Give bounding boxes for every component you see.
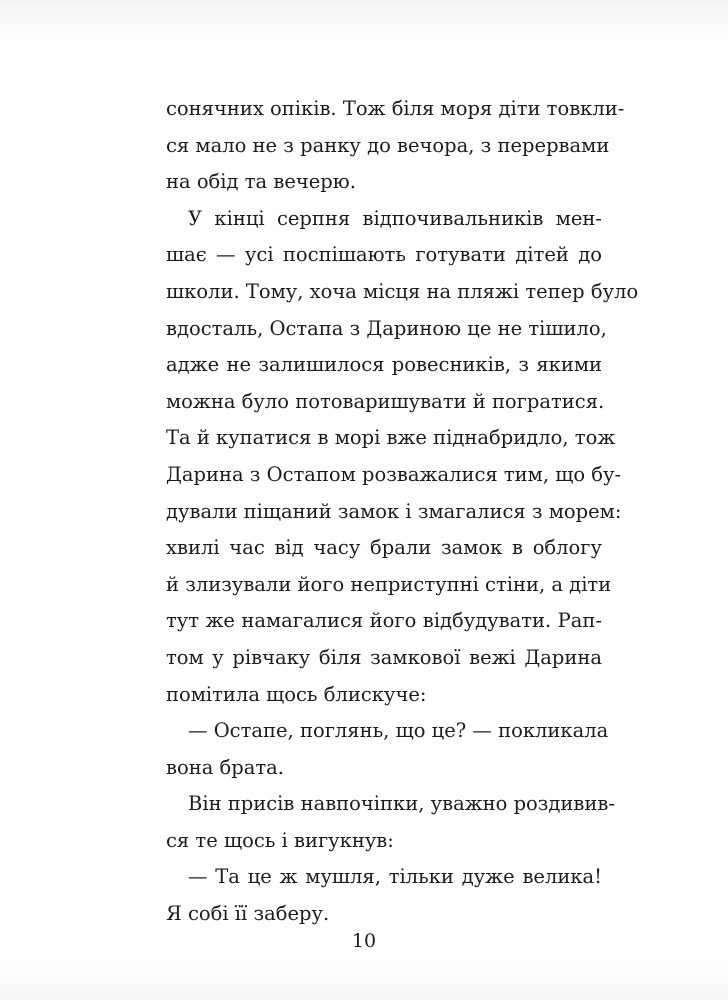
text-line: том у рівчаку біля замкової вежі Дарина	[166, 645, 602, 669]
text-line: ся те щось і вигукнув:	[166, 828, 394, 852]
text-line: на обід та вечерю.	[166, 170, 356, 194]
text-line: — Та це ж мушля, тільки дуже велика!	[188, 865, 602, 889]
text-line: Та й купатися в морі вже піднабридло, тож	[166, 426, 616, 450]
text-line: Дарина з Остапом розважалися тим, що бу-	[166, 462, 622, 486]
text-line: адже не залишилося ровесників, з якими	[166, 353, 602, 377]
text-line: — Остапе, поглянь, що це? — покликала	[188, 719, 609, 743]
text-line: можна було потоваришувати й погратися.	[166, 389, 605, 413]
text-line: сонячних опіків. Тож біля моря діти товкли-	[166, 97, 625, 120]
page-number: 10	[351, 930, 377, 952]
text-line: вона брата.	[166, 755, 284, 779]
text-line: Він присів навпочіпки, уважно роздивив-	[188, 792, 615, 816]
text-line: школи. Тому, хоча місця на пляжі тепер було	[166, 279, 639, 303]
text-line: тут же намагалися його відбудувати. Рап-	[166, 609, 602, 633]
body-text	[166, 91, 639, 933]
text-line: хвилі час від часу брали замок в облогу	[166, 536, 602, 560]
text-line: шає — усі поспішають готувати дітей до	[166, 243, 602, 267]
text-line: ся мало не з ранку до вечора, з перервами	[166, 133, 610, 157]
text-line: Я собі її заберу.	[166, 902, 330, 926]
text-line: вдосталь, Остапа з Дариною це не тішило,	[166, 316, 607, 340]
text-line: дували піщаний замок і змагалися з морем:	[166, 499, 622, 523]
text-line: й злизували його неприступні стіни, а діти	[166, 572, 612, 596]
text-line: помітила щось блискуче:	[166, 682, 427, 706]
text-line: У кінці серпня відпочивальників мен-	[188, 206, 602, 230]
